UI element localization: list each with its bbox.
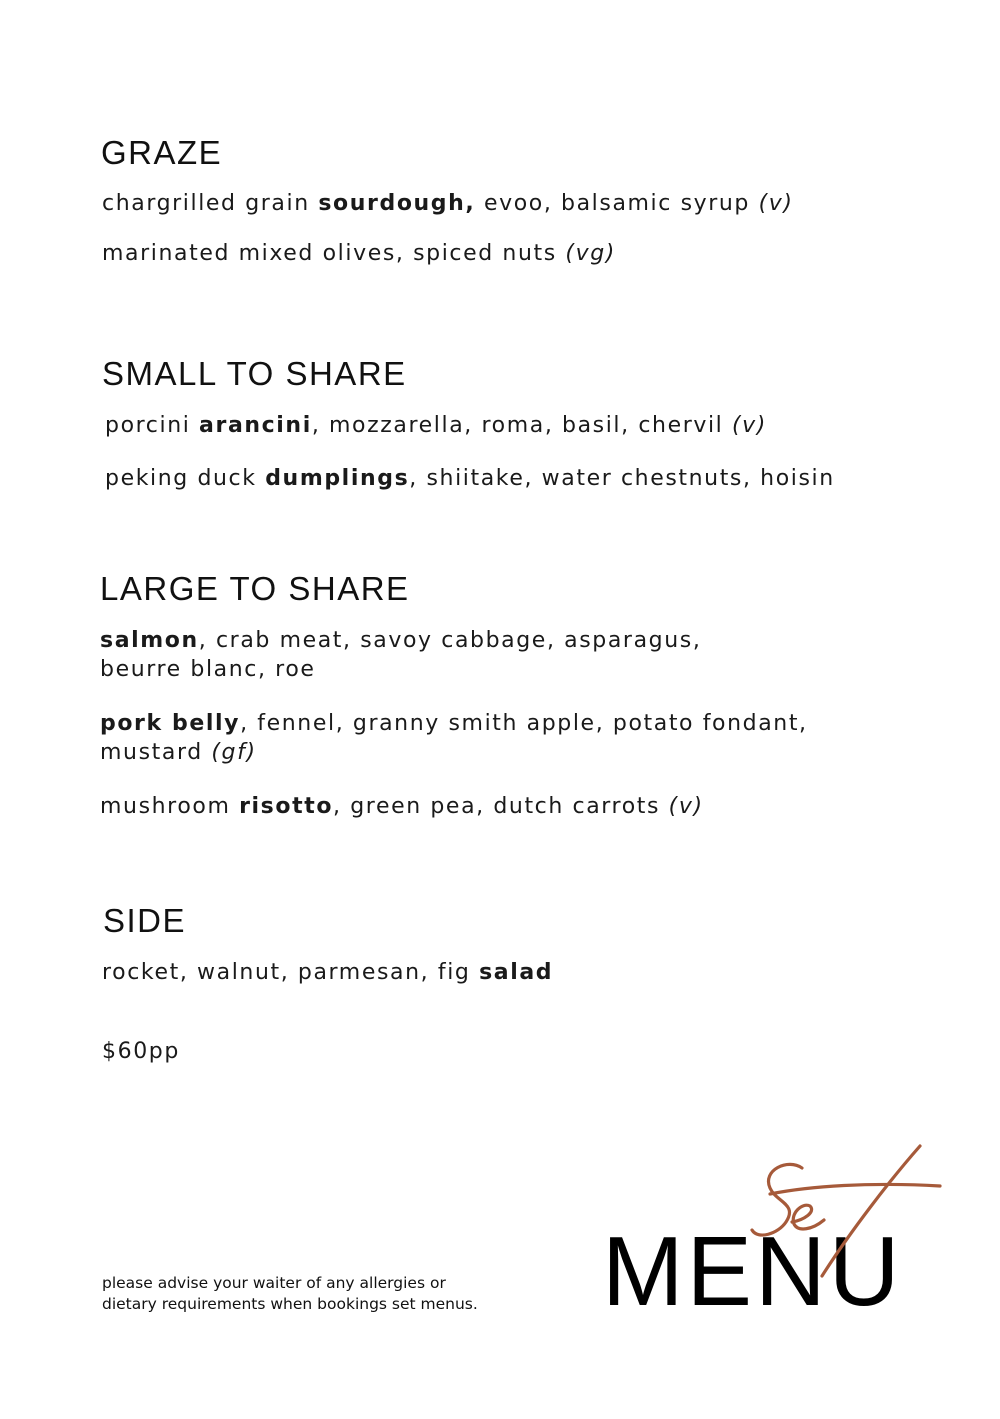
section-title-small-to-share: SMALL TO SHARE xyxy=(102,355,407,392)
section-title-side: SIDE xyxy=(103,902,187,939)
menu-item: mushroom risotto, green pea, dutch carrots (v) xyxy=(100,794,704,819)
section-title-graze: GRAZE xyxy=(101,134,223,171)
logo-script-set xyxy=(740,1140,950,1290)
menu-item: chargrilled grain sourdough, evoo, balsamic syrup (v) xyxy=(102,191,794,216)
menu-item: pork belly, fennel, granny smith apple, potato fondant, mustard (gf) xyxy=(100,711,808,765)
menu-item: peking duck dumplings, shiitake, water chestnuts, hoisin xyxy=(105,466,835,491)
menu-item: rocket, walnut, parmesan, fig salad xyxy=(102,960,554,985)
menu-item: salmon, crab meat, savoy cabbage, asparagus, beurre blanc, roe xyxy=(100,628,702,682)
section-title-large-to-share: LARGE TO SHARE xyxy=(100,570,410,607)
allergy-note: please advise your waiter of any allergies or dietary requirements when bookings set menus. xyxy=(102,1274,478,1313)
logo-menu-word: MENU xyxy=(602,1216,903,1326)
menu-item: porcini arancini, mozzarella, roma, basil, chervil (v) xyxy=(105,413,767,438)
menu-item: marinated mixed olives, spiced nuts (vg) xyxy=(102,241,616,266)
price: $60pp xyxy=(102,1039,180,1064)
